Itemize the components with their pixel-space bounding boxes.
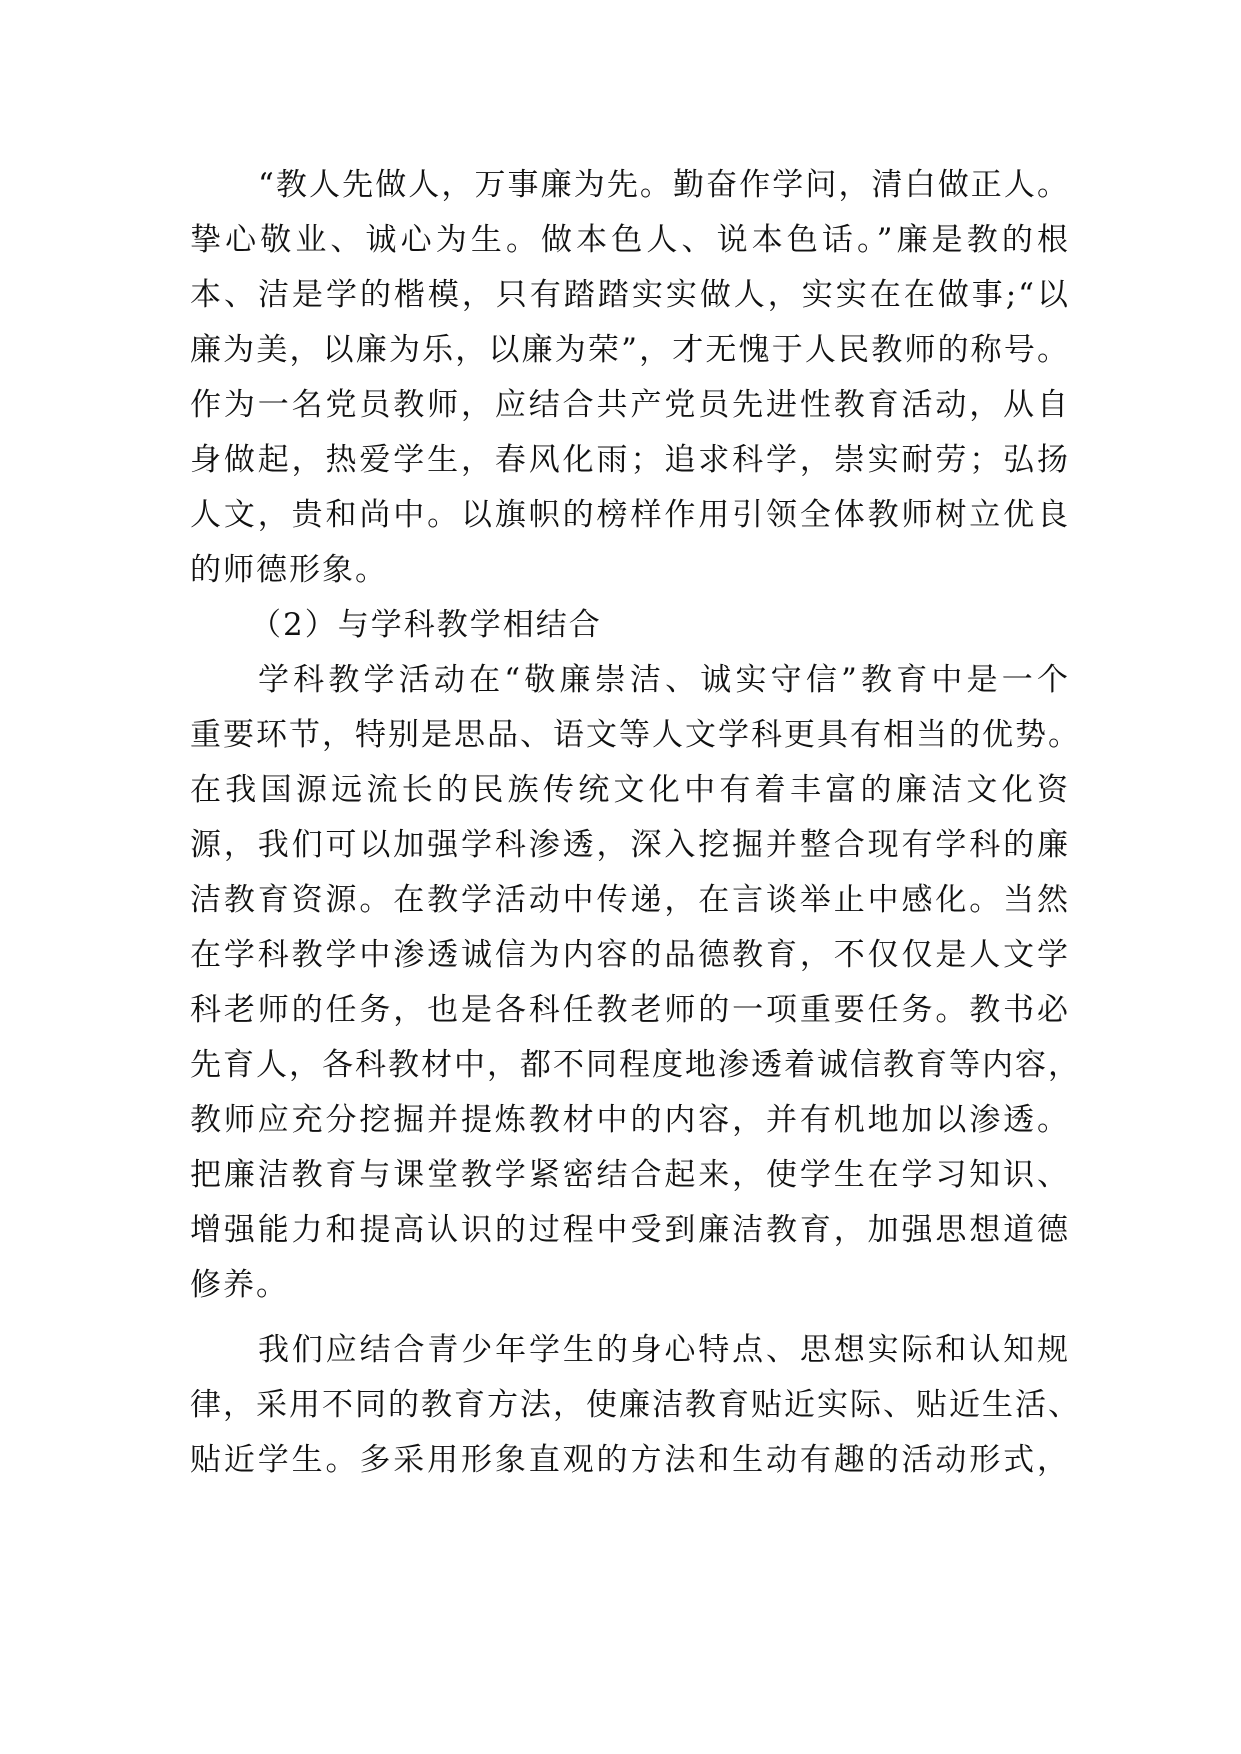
paragraph-line: 本、洁是学的楷模，只有踏踏实实做人，实实在在做事;“以 xyxy=(190,277,1070,313)
paragraph-line: 修养。 xyxy=(190,1267,289,1303)
paragraph-line: 教师应充分挖掘并提炼教材中的内容，并有机地加以渗透。 xyxy=(190,1102,1070,1138)
paragraph-line: 身做起，热爱学生，春风化雨；追求科学，崇实耐劳；弘扬 xyxy=(190,442,1070,478)
paragraph-line: 增强能力和提高认识的过程中受到廉洁教育，加强思想道德 xyxy=(190,1212,1070,1248)
paragraph-line: 律，采用不同的教育方法，使廉洁教育贴近实际、贴近生活、 xyxy=(190,1387,1081,1423)
paragraph-line: 作为一名党员教师，应结合共产党员先进性教育活动，从自 xyxy=(190,387,1070,423)
paragraph-line: “教人先做人，万事廉为先。勤奋作学问，清白做正人。 xyxy=(258,167,1070,203)
paragraph-line: 把廉洁教育与课堂教学紧密结合起来，使学生在学习知识、 xyxy=(190,1157,1070,1193)
paragraph-line: 先育人，各科教材中，都不同程度地渗透着诚信教育等内容， xyxy=(190,1047,1081,1083)
paragraph-line: 洁教育资源。在教学活动中传递，在言谈举止中感化。当然 xyxy=(190,882,1070,918)
section-heading-text: （2）与学科教学相结合 xyxy=(250,607,602,643)
paragraph-line: 源，我们可以加强学科渗透，深入挖掘并整合现有学科的廉 xyxy=(190,827,1070,863)
paragraph-line: 重要环节，特别是思品、语文等人文学科更具有相当的优势。 xyxy=(190,717,1081,753)
section-heading xyxy=(190,598,1070,653)
paragraph-line: 科老师的任务，也是各科任教老师的一项重要任务。教书必 xyxy=(190,992,1070,1028)
paragraph-1 xyxy=(190,158,1070,598)
paragraph-spacer xyxy=(190,1313,1070,1323)
paragraph-2 xyxy=(190,653,1081,1313)
document-body xyxy=(190,158,1081,1488)
paragraph-line: 在我国源远流长的民族传统文化中有着丰富的廉洁文化资 xyxy=(190,772,1070,808)
paragraph-line: 人文，贵和尚中。以旗帜的榜样作用引领全体教师树立优良 xyxy=(190,497,1070,533)
paragraph-line: 我们应结合青少年学生的身心特点、思想实际和认知规 xyxy=(258,1332,1070,1368)
paragraph-line: 挚心敬业、诚心为生。做本色人、说本色话。”廉是教的根 xyxy=(190,222,1070,258)
paragraph-line: 贴近学生。多采用形象直观的方法和生动有趣的活动形式， xyxy=(190,1442,1070,1478)
paragraph-line: 学科教学活动在“敬廉崇洁、诚实守信”教育中是一个 xyxy=(258,662,1070,698)
paragraph-line: 廉为美，以廉为乐，以廉为荣”，才无愧于人民教师的称号。 xyxy=(190,332,1070,368)
paragraph-3 xyxy=(190,1323,1081,1488)
paragraph-line: 在学科教学中渗透诚信为内容的品德教育，不仅仅是人文学 xyxy=(190,937,1070,973)
paragraph-line: 的师德形象。 xyxy=(190,552,388,588)
